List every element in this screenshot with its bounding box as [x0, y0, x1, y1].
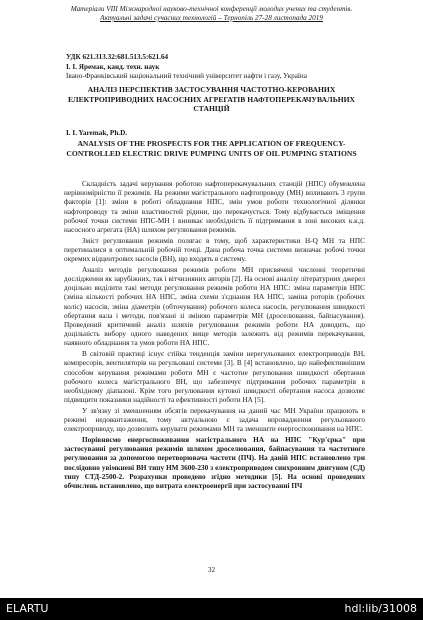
repository-name: ELARTU [6, 602, 49, 615]
running-head-line-1: Матеріали VIII Міжнародної науково-технічної конференції молодих учених та студентів. [70, 5, 353, 13]
paragraph-bold: Порівняємо енергоспоживання магістрального НА на НПС "Кур'єрка" при застосуванні регулювання режимів шляхом дроселювання, байпасування та частотного регулювання за допомогою перетворювача частоти (ПЧ). На даній НПС встановлено три послідовно увімкнені ВН типу НМ 3600-230 з електроприводом синхронним двигуном (СД) типу СТД-2500-2. Розрахунки проведено згідно методики [5]. На основі проведених обчислень встановлено, що витрата електроенергії при застосуванні ПЧ [64, 435, 365, 490]
title-ua: АНАЛІЗ ПЕРСПЕКТИВ ЗАСТОСУВАННЯ ЧАСТОТНО-КЕРОВАНИХ ЕЛЕКТРОПРИВОДНИХ НАСОСНИХ АГРЕГАТІВ НАФТОПЕРЕКАЧУВАЛЬНИХ СТАНЦІЙ [67, 85, 356, 114]
page-number: 32 [207, 566, 216, 574]
author-ua: І. І. Яремак, канд. техн. наук [66, 62, 160, 71]
udc-code: УДК 621.313.32:681.513.5:621.64 [66, 53, 169, 61]
paragraph: Складність задачі керування роботою нафтоперекачувальних станцій (НПС) обумовлена нерівномірністю її режимів. На режими магістрального нафтопроводу (МН) впливають 3 групи факторів [1]: зміни в роботі обладнання НПС, змін умов роботи технологічної ділянки нафтопроводу та зміни властивостей рідини, що перекачується. Тому відбувається зміщення робочої точки системи НПС-МН і виникає необхідність її підтримання в зоні високих к.к.д. насосного агрегата (НА) шляхом регулювання режимів. [64, 180, 365, 235]
article-body [64, 180, 365, 493]
handle-id: hdl:lib/31008 [344, 602, 417, 615]
paragraph: В світовій практиці існує стійка тенденція заміни нерегульованих електроприводів ВН, компресорів, вентиляторів на регульовані системи [3]. В [4] встановлено, що найефективнішим способом керування режимами роботи МН є частотне регулювання швидкості обертання робочого колеса магістрального ВН, що забезпечує підтримання робочих параметрів в необхідному діапазоні. Крім того регулювання кутової швидкості обертання насоса дозволяє підвищити показники надійності та ефективності роботи НА [5]. [64, 350, 365, 405]
running-head [30, 5, 393, 23]
article-meta [66, 53, 307, 82]
title-en: ANALYSIS OF THE PROSPECTS FOR THE APPLICATION OF FREQUENCY-CONTROLLED ELECTRIC DRIVE PUMPING UNITS OF OIL PUMPING STATIONS [66, 139, 357, 158]
paragraph: Аналіз методів регулювання режимів роботи МН присвячені численні теоретичні дослідження як зарубіжних, так і вітчизняних авторів [2]. На основі аналізу літературних джерел доцільно виділити такі методи регулювання режимів роботи НА НПС: зміна параметрів НПС (зміна кількості робочих НА НПС, зміна схеми з'єднання НА НПС, заміна роторів (робочих коліс) насосів, зміна діаметрів (обточування) робочого колеса насосів, регулювання швидкості обертання вала і методи, пов'язані зі зміною параметрів МН (дроселювання, байпасування). Проведений критичний аналіз шляхів регулювання режимів роботи НА доводить, що доцільність вибору одного наведених вище методів залежить від режимів перекачування, наявного обладнання та умов роботи НА НПС. [64, 265, 365, 348]
paragraph: Зміст регулювання режимів полягає в тому, щоб характеристики H-Q МН та НПС перетиналися в оптимальній робочій точці. Дана робоча точка системи визначає робочі точки окремих відцентрових насосів (ВН), що входять в систему. [64, 236, 365, 264]
running-head-line-2: Актуальні задачі сучасних технологій – Тернопіль 27-28 листопада 2019 [100, 14, 323, 22]
paragraph: У зв'язку зі зменшенням обсягів перекачування на даний час МН України працюють в режимі недовантаження, тому актуальною є задача впровадження регульованого електроприводу, що дозволить керувати режимами МН та зменшити енергоспоживання на НПС. [64, 406, 365, 434]
affiliation: Івано-Франківський національний технічний університет нафти і газу, Україна [66, 72, 307, 80]
author-en: I. I. Yaremak, Ph.D. [66, 129, 128, 137]
repository-footer [0, 598, 423, 620]
